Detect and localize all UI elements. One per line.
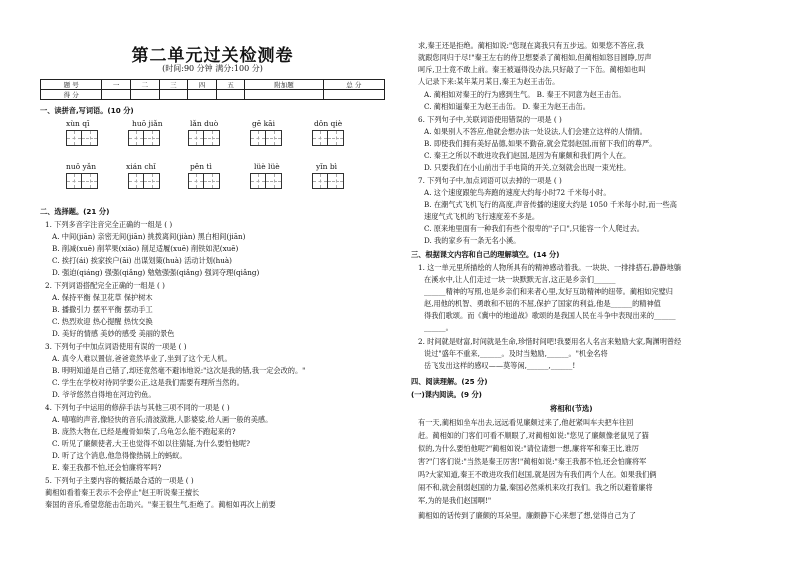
passage-line: 有一天,蔺相如坐车出去,远远看见廉颇过来了,他赶紧叫车夫把车往回 bbox=[418, 418, 634, 427]
section-4-heading: 四、阅读理解。(25 分) bbox=[411, 377, 488, 386]
score-value-row bbox=[41, 90, 385, 100]
passage-line: 害?"门客们说:"当然是秦王厉害!"蔺相如说:"秦王我都不怕,还会怕廉将军 bbox=[418, 457, 647, 466]
fill-line: ______。 bbox=[424, 323, 453, 332]
pinyin-label: pěn tì bbox=[190, 162, 212, 171]
score-cell: 总 分 bbox=[323, 80, 384, 90]
option-line: C. 挨打(ái) 挨家挨户(āi) 出谋划策(huà) 活动计划(huà) bbox=[52, 256, 232, 265]
score-header-row bbox=[41, 80, 385, 90]
passage-line: 蔺相如看着秦王表示不会停止"赵王听说秦王擅长 bbox=[45, 488, 200, 497]
option-line: D. 听了这个消息,他急得像热锅上的蚂蚁。 bbox=[52, 451, 187, 460]
option-line: B. 庞然大物在,已经是瘦骨如柴了,乌龟怎么能不跑起来的? bbox=[52, 427, 236, 436]
option-line: 速度气式飞机的飞行速度差不多是。 bbox=[424, 212, 540, 221]
pinyin-label: xián chǐ bbox=[126, 162, 156, 171]
passage-line: 就跟您同归于尽!"秦王左右的侍卫想要杀了蔺相如,但蔺相如怒目圆睁,厉声 bbox=[418, 53, 652, 62]
fill-line: ______精神的写照,也是乡亲们和来者心里,友好互助精神的纽带。蔺相如完璧归 bbox=[424, 287, 673, 296]
subsection-heading: (一)课内阅读。(9 分) bbox=[411, 390, 482, 399]
section-1-heading: 一、读拼音,写词语。(10 分) bbox=[40, 106, 134, 115]
passage-line: 蔺相如的话传到了廉颇的耳朵里。廉颇静下心来想了想,觉得自己为了 bbox=[418, 511, 636, 520]
writing-grid[interactable] bbox=[66, 130, 98, 146]
option-line: E. 秦王我都不怕,还会怕廉将军吗? bbox=[52, 463, 162, 472]
fill-line: 得我们歌颂。而《冀中的地道战》歌颂的是我国人民在斗争中表现出来的______ bbox=[424, 311, 676, 320]
pinyin-label: lǎn duò bbox=[190, 119, 219, 128]
score-cell: 题 号 bbox=[41, 80, 102, 90]
score-cell: 得 分 bbox=[41, 90, 102, 100]
score-cell: 四 bbox=[188, 80, 217, 90]
fill-line: 岳飞发出这样的感叹——莫等闲,______,______! bbox=[424, 361, 576, 370]
passage-line: 人记录下来:某年某月某日,秦王为赵王击缶。 bbox=[418, 77, 560, 86]
passage-line: 呵斥,卫士竟不敢上前。秦王被逼得没办法,只好敲了一下缶。蔺相如也叫 bbox=[418, 65, 646, 74]
fill-line: 说过"盛年不重来,______。及时当勉励,______。"机金名将 bbox=[424, 349, 608, 358]
writing-grid[interactable] bbox=[312, 130, 344, 146]
pinyin-label: nuǒ yǎn bbox=[66, 162, 97, 171]
question-line: 5. 下列句子主要内容的概括最合适的一项是 ( ) bbox=[45, 476, 194, 485]
writing-grid[interactable] bbox=[312, 173, 344, 189]
exam-meta: (时间:90 分钟 满分:100 分) bbox=[162, 64, 263, 73]
option-line: C. 秦王之所以不敢进攻我们赵国,是因为有廉颇和我们两个人在。 bbox=[424, 151, 631, 160]
passage-line: 秦国的音乐,希望您能击缶助兴。"秦王很生气,拒绝了。蔺相如再次上前要 bbox=[45, 500, 276, 509]
pinyin-label: huō jiǎn bbox=[132, 119, 163, 128]
question-line: 2. 下列词语搭配完全正确的一组是 ( ) bbox=[45, 281, 165, 290]
writing-grid[interactable] bbox=[128, 173, 160, 189]
option-line: C. 蔺相如逼秦王为赵王击缶。 D. 秦王为赵王击缶。 bbox=[424, 102, 590, 111]
pinyin-label: lüè lüè bbox=[254, 162, 280, 171]
score-cell bbox=[102, 90, 131, 100]
option-line: A. 如果别人不答应,他就会想办法一处设法,人们会建立这样的人情情。 bbox=[424, 127, 647, 136]
option-line: D. 爷爷悠然自得地在河边钓鱼。 bbox=[52, 390, 156, 399]
option-line: A. 中间(jiān) 亲密无间(jiān) 挑拨离间(jiàn) 黑白相间(jiān) bbox=[52, 232, 246, 241]
question-line: 4. 下列句子中运用的修辞手法与其他三项不同的一项是 ( ) bbox=[45, 403, 230, 412]
score-cell bbox=[245, 90, 323, 100]
exam-title: 第二单元过关检测卷 bbox=[131, 46, 294, 66]
option-line: A. 这个速度跟鸵鸟奔跑的速度大约每小时72 千米每小时。 bbox=[424, 188, 611, 197]
writing-grid[interactable] bbox=[188, 130, 220, 146]
option-line: B. 播撒引力 摆平平衡 摆动手工 bbox=[52, 305, 153, 314]
pinyin-label: xùn qī bbox=[66, 119, 90, 128]
option-line: B. 在潮气式飞机飞行的高度,声音传播的速度大约是 1050 千米每小时,而一些高 bbox=[424, 200, 677, 209]
passage-line: 似的,为什么要怕他呢?"蔺相如说:"请位请想一想,廉将军和秦王比,谁厉 bbox=[418, 444, 639, 453]
score-cell: 三 bbox=[159, 80, 188, 90]
passage-line: 闹不和,就会削弱赵国的力量,秦国必然乘机来攻打我们。我之所以避着廉将 bbox=[418, 483, 653, 492]
fill-line: 1. 这一单元里所描绘的人物所具有的精神感动着我。一块块、一排排搭石,静静地躺 bbox=[418, 263, 681, 272]
writing-grid[interactable] bbox=[250, 173, 282, 189]
passage-line: 求,秦王还是拒绝。蔺相如说:"您现在离我只有五步远。如果您不答应,我 bbox=[418, 41, 644, 50]
score-cell: 一 bbox=[102, 80, 131, 90]
fill-line: 赵,用他的机智、勇敢和不屈的不屈,保护了国家的利益,他是______的精神值 bbox=[424, 299, 661, 308]
writing-grid[interactable] bbox=[66, 173, 98, 189]
option-line: C. 原来地里面有一种我们有些个很卑的"子口",只能容一个人爬过去。 bbox=[424, 224, 644, 233]
fill-line: 在溪水中,让人们走过一块一块默默无言,这正是乡亲们______ bbox=[424, 275, 616, 284]
passage-line: 吗?大家知道,秦王不敢进攻我们赵国,就是因为有我们两个人在。如果我们俩 bbox=[418, 470, 657, 479]
score-cell bbox=[159, 90, 188, 100]
section-3-heading: 三、根据课文内容和自己的理解填空。(14 分) bbox=[411, 250, 560, 259]
option-line: B. 削减(xuē) 削苹果(xiāo) 削足适履(xuē) 削铁如泥(xuē) bbox=[52, 244, 239, 253]
score-cell bbox=[323, 90, 384, 100]
option-line: A. 真令人难以置信,爸爸竟然毕业了,坐到了这个无人机。 bbox=[52, 354, 232, 363]
writing-grid[interactable] bbox=[128, 130, 160, 146]
writing-grid[interactable] bbox=[188, 173, 220, 189]
option-line: B. 即使我们拥有美好品德,如果不勤奋,就会荒弱赵国,而留下我们的尊严。 bbox=[424, 139, 657, 148]
passage-line: 军,为的是我们赵国啊!" bbox=[418, 496, 492, 505]
score-cell: 五 bbox=[216, 80, 245, 90]
option-line: C. 学生在学校对待同学要公正,这是我们需要有理所当然的。 bbox=[52, 378, 244, 387]
option-line: A. 保持平衡 保卫花草 保护树木 bbox=[52, 293, 153, 302]
question-line: 3. 下列句子中加点词语使用有误的一项是 ( ) bbox=[45, 342, 187, 351]
question-line: 7. 下列句子中,加点词语可以去掉的一项是 ( ) bbox=[418, 176, 562, 185]
score-cell bbox=[188, 90, 217, 100]
option-line: A. 蔺相如对秦王的行为感到生气。 B. 秦王不同意为赵王击缶。 bbox=[424, 90, 626, 99]
pinyin-label: dǒn qiè bbox=[314, 119, 343, 128]
option-line: D. 强迫(qiáng) 强强(qiǎng) 勉勉强强(qiǎng) 强词夺理(qiǎng) bbox=[52, 268, 260, 277]
option-line: D. 我的家乡有一条无名小溪。 bbox=[424, 236, 521, 245]
score-table bbox=[40, 79, 385, 100]
option-line: C. 听见了廉颇使者,大王也觉得不如以往猜疑,为什么要怕他呢? bbox=[52, 439, 250, 448]
pinyin-label: yǐn bì bbox=[316, 162, 338, 171]
score-cell: 附加题 bbox=[245, 80, 323, 90]
pinyin-label: gē kāi bbox=[252, 119, 276, 128]
section-2-heading: 二、选择题。(21 分) bbox=[40, 207, 110, 216]
question-line: 6. 下列句子中,关联词语使用错误的一项是 ( ) bbox=[418, 115, 562, 124]
option-line: B. 明明知道是自己错了,却还竟然毫不避讳地说:"这次是我的错,我一定会改的。" bbox=[52, 366, 306, 375]
score-cell: 二 bbox=[130, 80, 159, 90]
fill-line: 2. 时间就是财富,时间就是生命,珍惜时间吧!我要用名人名言来勉励大家,陶渊明曾经 bbox=[418, 337, 682, 346]
option-line: A. 嘻嘻的声音,像轻快的音乐;清波潋滟,人影婆娑,给人画一般的美感。 bbox=[52, 415, 273, 424]
score-cell bbox=[216, 90, 245, 100]
passage-line: 赶。蔺相如的门客们可看不顺眼了,对蔺相如说:"您见了廉颇像老鼠见了猫 bbox=[418, 431, 649, 440]
option-line: D. 美好的情感 美妙的感受 美丽的景色 bbox=[52, 329, 175, 338]
question-line: 1. 下列多音字注音完全正确的一组是 ( ) bbox=[45, 220, 173, 229]
score-cell bbox=[130, 90, 159, 100]
option-line: C. 热烈欢迎 热心提醒 热忱交换 bbox=[52, 317, 153, 326]
writing-grid[interactable] bbox=[250, 130, 282, 146]
passage-title: 将相和(节选) bbox=[550, 404, 593, 413]
option-line: D. 只要我们在小山前出于手电筒的开关,立刻就会出现一束光柱。 bbox=[424, 163, 631, 172]
